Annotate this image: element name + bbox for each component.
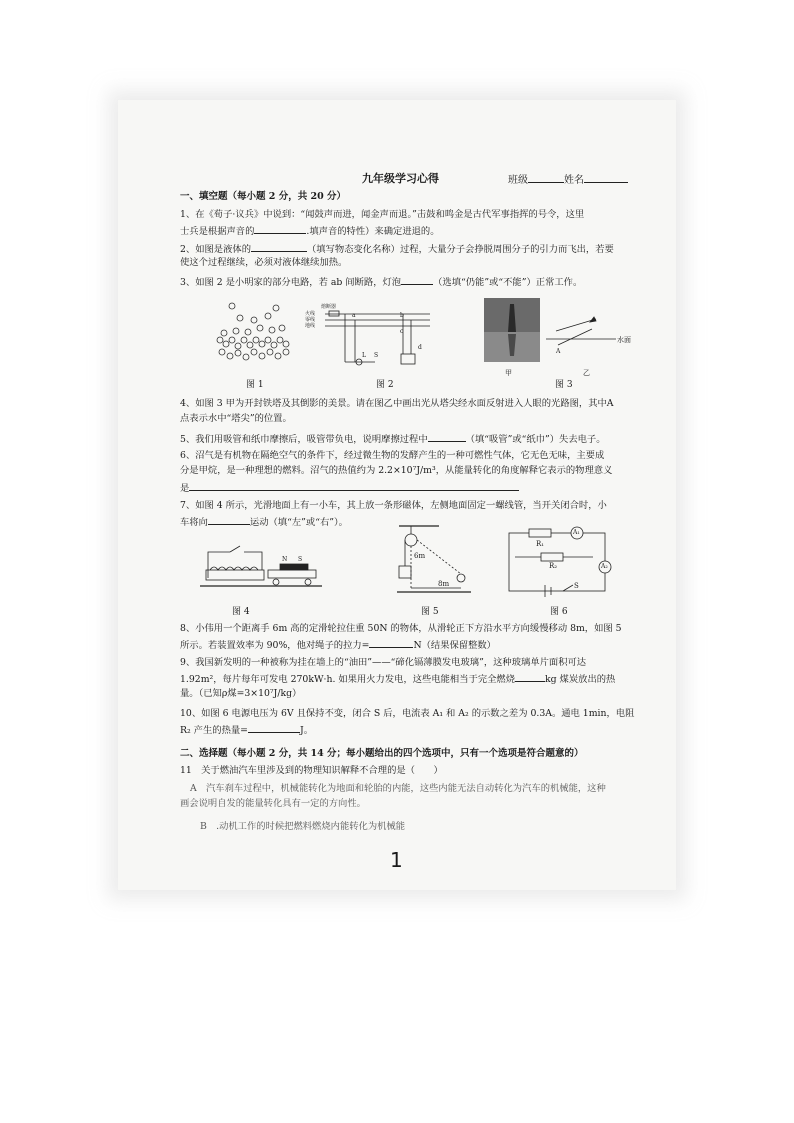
q8-blank[interactable] xyxy=(369,637,413,648)
fig3-A-label: A xyxy=(556,348,561,355)
q9-line2 xyxy=(180,671,615,687)
q6-text: 是 xyxy=(180,483,190,494)
page-title: 九年级学习心得 xyxy=(362,172,439,185)
q1-line1: 1、在《荀子·议兵》中说到：“闻鼓声而进，闻金声而退。”击鼓和鸣金是古代军事指挥的号令，这里 xyxy=(180,209,585,220)
fig4-N-label: N xyxy=(282,556,288,563)
q1-blank[interactable] xyxy=(254,223,306,234)
q2-text-b: （填写物态变化名称）过程，大量分子会挣脱周围分子的引力而飞出，若要 xyxy=(307,244,614,255)
section1-heading: 一、填空题（每小题 2 分，共 20 分） xyxy=(180,191,347,202)
fig3-caption: 图 3 xyxy=(555,380,573,390)
fig2-live-label: 火线 xyxy=(305,311,316,317)
q2-blank[interactable] xyxy=(251,241,307,252)
q6-line3 xyxy=(180,480,519,496)
fig2-d-label: d xyxy=(418,344,422,351)
fig2-ground-label: 地线 xyxy=(305,323,316,329)
fig2-a-label: a xyxy=(352,312,356,319)
q5-blank[interactable] xyxy=(428,431,466,442)
q6-blank[interactable] xyxy=(189,480,519,491)
fig2-circuit xyxy=(315,302,435,382)
fig6-caption: 图 6 xyxy=(550,607,568,617)
q11-stem: 11 关于燃油汽车里涉及到的物理知识解释不合理的是（ ） xyxy=(180,765,443,776)
fig3-b-label: 乙 xyxy=(583,369,590,377)
fig1-caption: 图 1 xyxy=(246,380,264,390)
fig3-a-label: 甲 xyxy=(505,369,512,377)
q3-text-a: 3、如图 2 是小明家的部分电路，若 ab 间断路，灯泡 xyxy=(180,277,402,288)
fig2-L-label: L xyxy=(362,352,366,359)
fig3-water-label: 水面 xyxy=(617,336,631,344)
q2-line1 xyxy=(180,241,614,257)
q3-line1 xyxy=(180,274,582,290)
q11-option-b[interactable]: B .动机工作的时候把燃料燃烧内能转化为机械能 xyxy=(200,821,406,832)
fig2-b-label: b xyxy=(400,312,404,319)
q3-blank[interactable] xyxy=(401,274,433,285)
class-blank[interactable] xyxy=(528,172,564,183)
name-label: 姓名 xyxy=(564,175,584,186)
q8-line2 xyxy=(180,637,496,653)
q5-text-b: （填“吸管”或“纸巾”）失去电子。 xyxy=(465,434,606,445)
q9-line3: 量。（已知ρ煤=3×10⁷J/kg） xyxy=(180,688,302,699)
fig5-6m-label: 6m xyxy=(414,552,426,560)
q5-text-a: 5、我们用吸管和纸巾摩擦后，吸管带负电，说明摩擦过程中 xyxy=(180,434,428,445)
q6-line2: 分是甲烷，是一种理想的燃料。沼气的热值约为 2.2×10⁷J/m³，从能量转化的角度解释它表示的物理意义 xyxy=(180,465,613,476)
q1-text-b: .填声音的特性）来确定进退的。 xyxy=(306,226,440,237)
q1-text-a: 士兵是根据声音的 xyxy=(180,226,255,237)
fig4-solenoid-cart xyxy=(200,540,325,596)
fig1-molecules xyxy=(210,298,300,368)
fig2-fuse-label: 熔断器 xyxy=(321,304,337,310)
q9-text-a: 1.92m²，每片每年可发电 270kW·h. 如果用火力发电，这些电能相当于完全燃烧 xyxy=(180,674,516,685)
q10-blank[interactable] xyxy=(248,722,300,733)
q7-line1: 7、如图 4 所示，光滑地面上有一小车，其上放一条形磁体，左侧地面固定一螺线管，当开关闭合时，小 xyxy=(180,500,607,511)
fig4-S-label: S xyxy=(298,556,303,563)
q11-option-a-line1[interactable]: A 汽车刹车过程中，机械能转化为地面和轮胎的内能，这些内能无法自动转化为汽车的机械能，这种 xyxy=(190,783,606,794)
q8-line1: 8、小伟用一个距离手 6m 高的定滑轮拉住重 50N 的物体，从滑轮正下方沿水平方向缓慢移动 8m，如图 5 xyxy=(180,623,622,634)
fig3-light-diagram xyxy=(546,305,616,365)
q4-line1: 4、如图 3 甲为开封铁塔及其倒影的美景。请在图乙中画出光从塔尖经水面反射进入人眼的光路图，其中A xyxy=(180,398,614,409)
q9-text-b: kg 煤炭放出的热 xyxy=(545,674,616,685)
q7-blank[interactable] xyxy=(208,514,250,525)
fig6-circuit xyxy=(505,527,615,599)
q10-text-a: R₂ 产生的热量= xyxy=(180,725,248,736)
q10-text-b: J。 xyxy=(299,725,313,736)
fig6-R1-label: R₁ xyxy=(536,540,545,548)
q3-text-b: （选填“仍能”或“不能”）正常工作。 xyxy=(433,277,583,288)
class-label: 班级 xyxy=(508,175,528,186)
q10-line2 xyxy=(180,722,313,738)
fig5-8m-label: 8m xyxy=(438,580,450,588)
q1-line2 xyxy=(180,223,440,239)
q2-text-a: 2、如图是液体的 xyxy=(180,244,251,255)
fig2-S-label: S xyxy=(374,352,379,359)
fig3-tower-photo xyxy=(484,298,540,362)
fig6-A2-label: A₂ xyxy=(601,563,608,570)
fig5-caption: 图 5 xyxy=(421,607,439,617)
q9-line1: 9、我国新发明的一种被称为挂在墙上的“油田”——“碲化镉薄膜发电玻璃”，这种玻璃单片面积可达 xyxy=(180,657,587,668)
page-number: 1 xyxy=(390,848,403,872)
fig4-caption: 图 4 xyxy=(232,607,250,617)
fig6-S-label: S xyxy=(574,582,579,590)
q8-text-a: 所示。若装置效率为 90%，他对绳子的拉力= xyxy=(180,640,370,651)
q5-line1 xyxy=(180,431,606,447)
q2-line2: 使这个过程继续，必须对液体继续加热。 xyxy=(180,257,348,268)
fig6-R2-label: R₂ xyxy=(549,562,558,570)
fig6-A1-label: A₁ xyxy=(573,529,580,536)
q7-line2 xyxy=(180,514,348,530)
fig5-pulley xyxy=(395,522,475,600)
q4-line2: 点表示水中“塔尖”的位置。 xyxy=(180,413,292,424)
fig2-neutral-label: 零线 xyxy=(305,317,316,323)
q7-text-a: 车将向 xyxy=(180,517,208,528)
fig2-caption: 图 2 xyxy=(376,380,394,390)
q7-text-b: 运动（填“左”或“右”）。 xyxy=(249,517,348,528)
name-blank[interactable] xyxy=(584,172,628,183)
fig2-c-label: c xyxy=(400,328,404,335)
q6-line1: 6、沼气是有机物在隔绝空气的条件下，经过微生物的发酵产生的一种可燃性气体，它无色无味，主要成 xyxy=(180,450,605,461)
q11-option-a-line2: 画会说明自发的能量转化具有一定的方向性。 xyxy=(180,798,366,809)
q8-text-b: N（结果保留整数） xyxy=(413,640,496,651)
section2-heading: 二、选择题（每小题 2 分，共 14 分；每小题给出的四个选项中，只有一个选项是符合题意的） xyxy=(180,748,584,759)
q10-line1: 10、如图 6 电源电压为 6V 且保持不变，闭合 S 后，电流表 A₁ 和 A₂ 的示数之差为 0.3A。通电 1min，电阻 xyxy=(180,708,635,719)
q9-blank[interactable] xyxy=(515,671,545,682)
class-name-line xyxy=(508,171,628,186)
